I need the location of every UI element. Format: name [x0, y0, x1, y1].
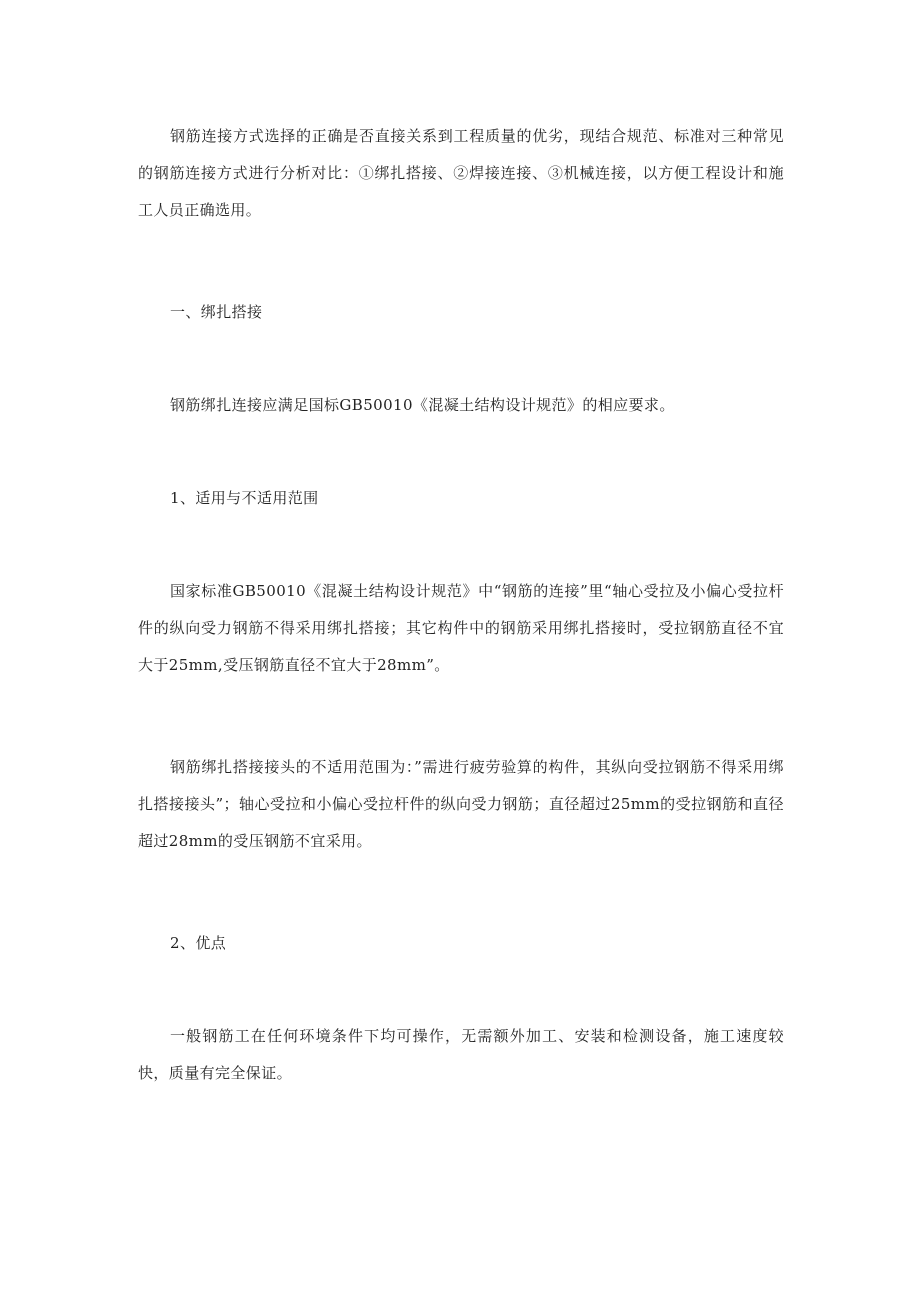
intro-paragraph: 钢筋连接方式选择的正确是否直接关系到工程质量的优劣，现结合规范、标准对三种常见的钢筋连接方式进行分析对比：①绑扎搭接、②焊接连接、③机械连接，以方便工程设计和施工人员正确选用。	[138, 127, 784, 219]
spacer	[138, 331, 784, 387]
document-body	[138, 118, 784, 1092]
spacer	[138, 860, 784, 925]
spacer	[138, 684, 784, 749]
subsection-heading-scope: 1、适用与不适用范围	[170, 489, 319, 507]
scope-paragraph-2: 钢筋绑扎搭接接头的不适用范围为：”需进行疲劳验算的构件，其纵向受拉钢筋不得采用绑扎搭接接头”；轴心受拉和小偏心受拉杆件的纵向受力钢筋；直径超过25mm的受拉钢筋和直径超过28mm的受压钢筋不宜采用。	[138, 758, 784, 850]
subsection-heading-advantages: 2、优点	[170, 934, 227, 952]
scope-paragraph-1: 国家标准GB50010《混凝土结构设计规范》中“钢筋的连接”里“轴心受拉及小偏心受拉杆件的纵向受力钢筋不得采用绑扎搭接；其它构件中的钢筋采用绑扎搭接时，受拉钢筋直径不宜大于25mm,受压钢筋直径不宜大于28mm”。	[138, 582, 784, 674]
spacer	[138, 424, 784, 480]
spacer	[138, 962, 784, 1018]
spacer	[138, 517, 784, 573]
spacer	[138, 229, 784, 294]
section-heading-binding-lap: 一、绑扎搭接	[170, 303, 263, 321]
advantages-paragraph: 一般钢筋工在任何环境条件下均可操作，无需额外加工、安装和检测设备，施工速度较快，质量有完全保证。	[138, 1027, 784, 1082]
section-paragraph: 钢筋绑扎连接应满足国标GB50010《混凝土结构设计规范》的相应要求。	[170, 396, 675, 414]
